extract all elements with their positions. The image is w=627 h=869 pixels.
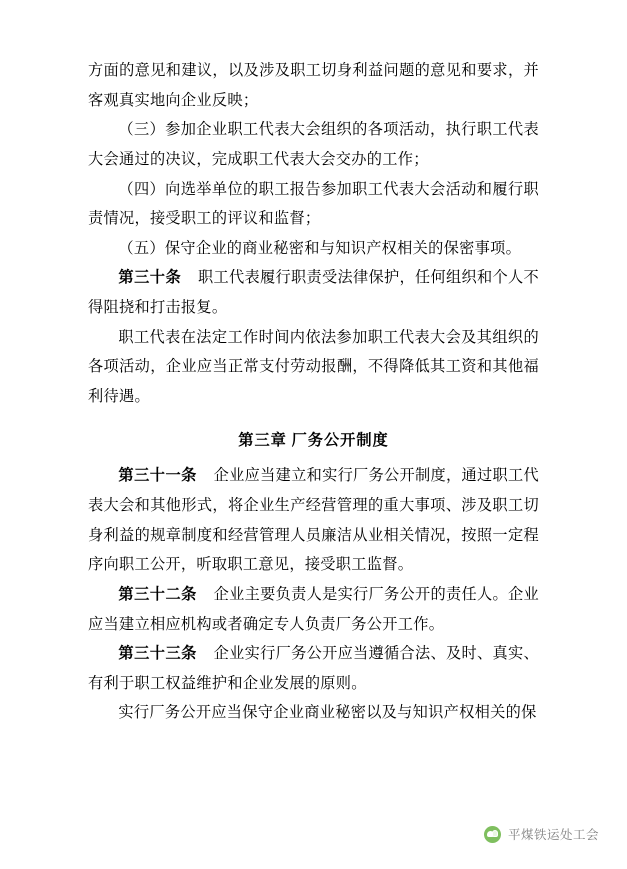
article-33-paragraph-2: 实行厂务公开应当保守企业商业秘密以及与知识产权相关的保	[118, 704, 537, 722]
article-32-text: 企业主要负责人是实行厂务公开的责任人。企业应当建立相应机构或者确定专人负责厂务公开工作。	[88, 585, 539, 633]
article-32-number: 第三十二条	[118, 585, 197, 603]
article-30-paragraph-2: 职工代表在法定工作时间内依法参加职工代表大会及其组织的各项活动，企业应当正常支付劳动报酬，不得降低其工资和其他福利待遇。	[88, 328, 539, 406]
article-32	[88, 580, 539, 639]
page-footer	[0, 811, 627, 851]
article-33-text: 企业实行厂务公开应当遵循合法、及时、真实、有利于职工权益维护和企业发展的原则。	[88, 645, 539, 692]
document-body	[88, 56, 539, 728]
list-item-5: （五）保守企业的商业秘密和与知识产权相关的保密事项。	[118, 239, 522, 257]
article-30	[88, 263, 539, 322]
watermark	[484, 825, 599, 843]
article-31-text: 企业应当建立和实行厂务公开制度，通过职工代表大会和其他形式，将企业生产经营管理的重大事项、涉及职工切身利益的规章制度和经营管理人员廉洁从业相关情况，按照一定程序向职工公开，听取职工意见，接受职工监督。	[88, 467, 539, 574]
chapter-heading	[88, 426, 539, 456]
article-33-number: 第三十三条	[118, 645, 197, 663]
article-30-text: 职工代表履行职责受法律保护，任何组织和个人不得阻挠和打击报复。	[88, 269, 539, 317]
list-item-3: （三）参加企业职工代表大会组织的各项活动，执行职工代表大会通过的决议，完成职工代表大会交办的工作；	[88, 121, 539, 168]
chapter-label: 第三章	[238, 431, 287, 449]
watermark-label: 平煤铁运处工会	[507, 828, 599, 842]
chapter-title-text: 厂务公开制度	[291, 431, 389, 449]
article-30-number: 第三十条	[118, 269, 182, 287]
list-item-4: （四）向选举单位的职工报告参加职工代表大会活动和履行职责情况，接受职工的评议和监督；	[88, 180, 539, 228]
article-31	[88, 461, 539, 580]
wechat-official-account-icon	[484, 826, 501, 843]
article-33	[88, 639, 539, 698]
paragraph-continued: 方面的意见和建议，以及涉及职工切身利益问题的意见和要求，并客观真实地向企业反映；	[88, 62, 539, 109]
article-31-number: 第三十一条	[118, 467, 197, 485]
